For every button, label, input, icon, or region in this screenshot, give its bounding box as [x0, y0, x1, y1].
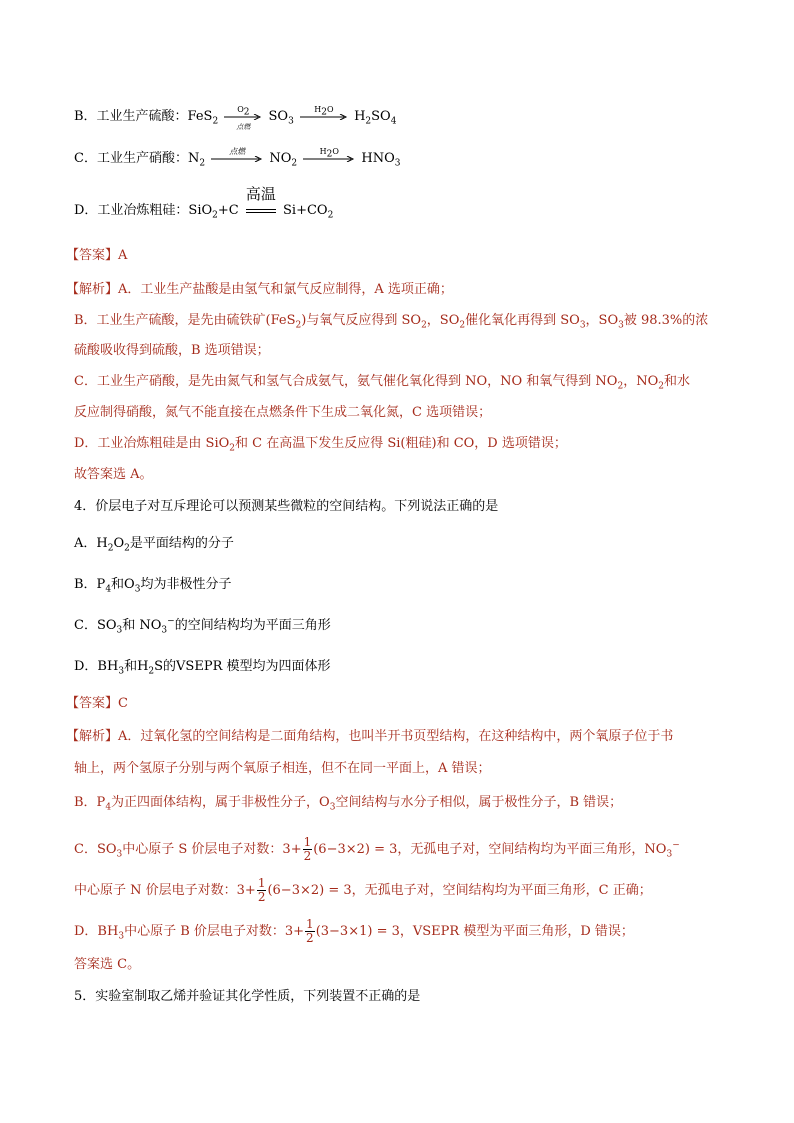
reaction-arrow: $H_2O$	[300, 114, 348, 120]
analysis-2-line-a1: 【解析】A．过氧化氢的空间结构是二面角结构，也叫半开书页型结构，在这种结构中，两个氧原子位于书	[66, 729, 674, 744]
q4-option-c: C．$SO_3$和 $NO_3^-$的空间结构均为平面三角形	[74, 616, 331, 636]
reaction-arrow: 点燃	[211, 156, 263, 162]
question-4-stem: 4．价层电子对互斥理论可以预测某些微粒的空间结构。下列说法正确的是	[74, 499, 499, 514]
fraction: $\frac{1}{2}$	[257, 876, 266, 904]
analysis-1-conclusion: 故答案选 A。	[74, 467, 153, 482]
answer-2: 【答案】C	[66, 696, 128, 711]
fraction: $\frac{1}{2}$	[306, 917, 314, 945]
analysis-1-line-b1: B．工业生产硫酸，是先由硫铁矿(FeS$_2$)与氧气反应得到 $SO_2$，$SO_2$催化氧化再得到 $SO_3$，$SO_3$被 98.3%的浓	[74, 313, 709, 331]
q4-option-b: B．$P_4$和$O_3$均为非极性分子	[74, 577, 232, 595]
reaction-arrow: $O_2$ 点燃	[224, 114, 262, 120]
q4-option-a: A．$H_2O_2$是平面结构的分子	[74, 536, 234, 554]
analysis-2-line-c1: C．$SO_3$中心原子 S 价层电子对数：3+ $\frac{1}{2}$ (6−3×2) = 3，无孤电子对，空间结构均为平面三角形，$NO_3^-$	[74, 835, 680, 863]
reaction-arrow: $H_2O$	[303, 156, 355, 162]
answer-1: 【答案】A	[66, 248, 128, 263]
fraction: $\frac{1}{2}$	[303, 835, 312, 863]
analysis-1-line-c2: 反应制得硝酸，氮气不能直接在点燃条件下生成二氧化氮，C 选项错误；	[74, 405, 492, 420]
question-5-stem: 5．实验室制取乙烯并验证其化学性质，下列装置不正确的是	[74, 989, 421, 1004]
analysis-2-line-c2: 中心原子 N 价层电子对数：3+ $\frac{1}{2}$ (6−3×2) = 3，无孤电子对，空间结构均为平面三角形，C 正确；	[74, 876, 652, 904]
equilibrium-sign: 高温	[246, 209, 276, 213]
analysis-2-line-a2: 轴上，两个氢原子分别与两个氧原子相连，但不在同一平面上，A 错误；	[74, 761, 491, 776]
analysis-1-line-a: 【解析】A．工业生产盐酸是由氢气和氯气反应制得，A 选项正确；	[66, 282, 453, 297]
analysis-1-line-d: D．工业冶炼粗硅是由 SiO$_2$和 C 在高温下发生反应得 Si(粗硅)和 CO，D 选项错误；	[74, 436, 567, 454]
q4-option-d: D．$BH_3$和$H_2S$的VSEPR 模型均为四面体形	[74, 659, 331, 677]
analysis-2-conclusion: 答案选 C。	[74, 957, 141, 972]
option-b: B．工业生产硫酸：FeS$_2$ $O_2$ 点燃 $SO_3$ $H_2O$ $H_2SO_4$	[74, 104, 397, 131]
option-d: D．工业冶炼粗硅：SiO$_2$+C 高温 $Si+CO_2$	[74, 184, 334, 221]
analysis-2-line-b: B．$P_4$为正四面体结构，属于非极性分子，$O_3$空间结构与水分子相似，属于极性分子，B 错误；	[74, 795, 623, 813]
analysis-1-line-b2: 硫酸吸收得到硫酸，B 选项错误；	[74, 343, 270, 358]
option-c: C．工业生产硝酸：$N_2$ 点燃 $NO_2$ $H_2O$ $HNO_3$	[74, 146, 401, 169]
analysis-2-line-d: D．$BH_3$中心原子 B 价层电子对数：3+ $\frac{1}{2}$ (3−3×1) = 3，VSEPR 模型为平面三角形，D 错误；	[74, 917, 634, 945]
analysis-1-line-c1: C．工业生产硝酸，是先由氮气和氢气合成氨气，氨气催化氧化得到 NO，NO 和氧气得到 $NO_2$，$NO_2$和水	[74, 374, 690, 392]
